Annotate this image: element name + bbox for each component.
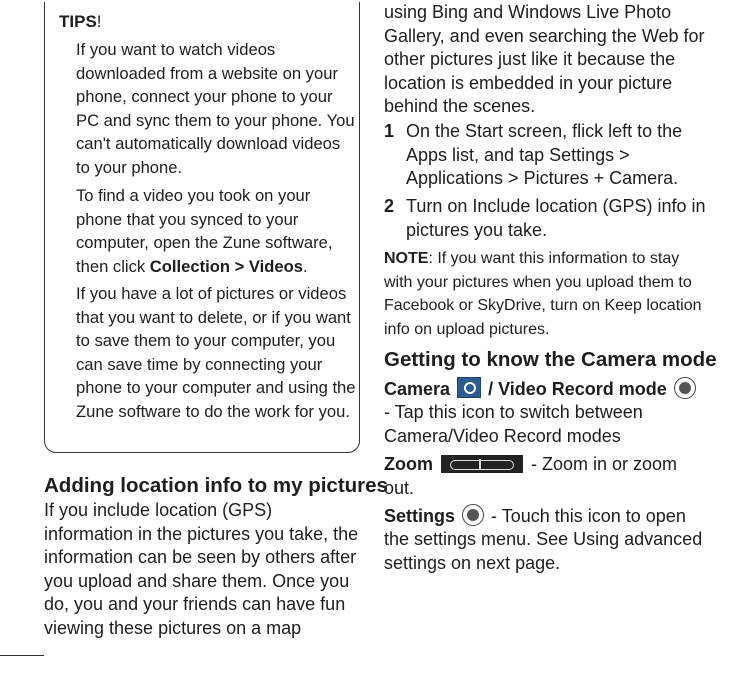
tip-p2-end: . (303, 256, 308, 276)
settings-row (384, 504, 686, 529)
step-1 (384, 120, 709, 191)
tips-title-mark: ! (96, 12, 102, 31)
settings-description-continued: the settings menu. See Using advanced settings on next page. (384, 529, 703, 573)
step-1-number: 1 (384, 121, 395, 141)
tips-box (44, 2, 360, 453)
note-label: NOTE (384, 250, 429, 267)
zoom-row (384, 453, 677, 477)
location-heading: Adding location info to my pictures (44, 474, 388, 497)
note (384, 247, 709, 341)
tips-title-text: TIPS (59, 12, 97, 31)
tip-paragraph-1: If you want to watch videos downloaded from a website on your phone, connect your phone to your PC and sync them to your phone. You can't automatically download videos to your phone. (76, 40, 355, 177)
zoom-label: Zoom (384, 454, 433, 474)
tip-paragraph-2 (76, 184, 356, 278)
camera-icon[interactable] (457, 377, 481, 398)
camera-label: Camera (384, 379, 451, 399)
step-2-text: Turn on Include location (GPS) info in pictures you take. (406, 196, 706, 240)
step-2 (384, 195, 709, 242)
note-text: : If you want this information to stay with your pictures when you upload them to Facebook or SkyDrive, turn on Keep location info on upload pictures. (384, 250, 702, 338)
camera-mode-row (384, 377, 698, 402)
video-record-mode-label: / Video Record mode (488, 379, 667, 399)
location-intro-continued: using Bing and Windows Live Photo Gallery, and even searching the Web for other pictures just like it because the location is embedded in your picture behind the scenes. (384, 2, 705, 116)
location-intro: If you include location (GPS) information in the pictures you take, the information can be seen by others after you upload and share them. Once you do, you and your friends can have fun viewing these pictures on a map (44, 500, 359, 638)
gear-icon[interactable] (462, 504, 484, 526)
zoom-row-continued: out. (384, 478, 415, 498)
step-2-number: 2 (384, 196, 395, 216)
step-1-text: On the Start screen, flick left to the Apps list, and tap Settings > Applications > Pictures + Camera. (406, 121, 683, 188)
tip-paragraph-3: If you have a lot of pictures or videos that you want to delete, or if you want to save them to your computer, you can save time by connecting your phone to your computer and using the Zune software to do the work for you. (76, 284, 356, 421)
camera-mode-description: - Tap this icon to switch between Camera/Video Record modes (384, 402, 643, 446)
tips-title (59, 12, 102, 32)
settings-label: Settings (384, 506, 456, 526)
zoom-slider-icon[interactable] (441, 455, 523, 473)
zoom-description: - Zoom in or zoom (526, 454, 678, 474)
settings-description: - Touch this icon to open (486, 506, 686, 526)
video-camera-icon[interactable] (674, 377, 696, 399)
camera-heading: Getting to know the Camera mode (384, 348, 717, 371)
tip-p2-text: To find a video you took on your phone that you synced to your computer, open the Zune software, then click (76, 186, 333, 276)
page-divider (0, 655, 44, 656)
tip-p2-bold: Collection > Videos (149, 256, 304, 276)
